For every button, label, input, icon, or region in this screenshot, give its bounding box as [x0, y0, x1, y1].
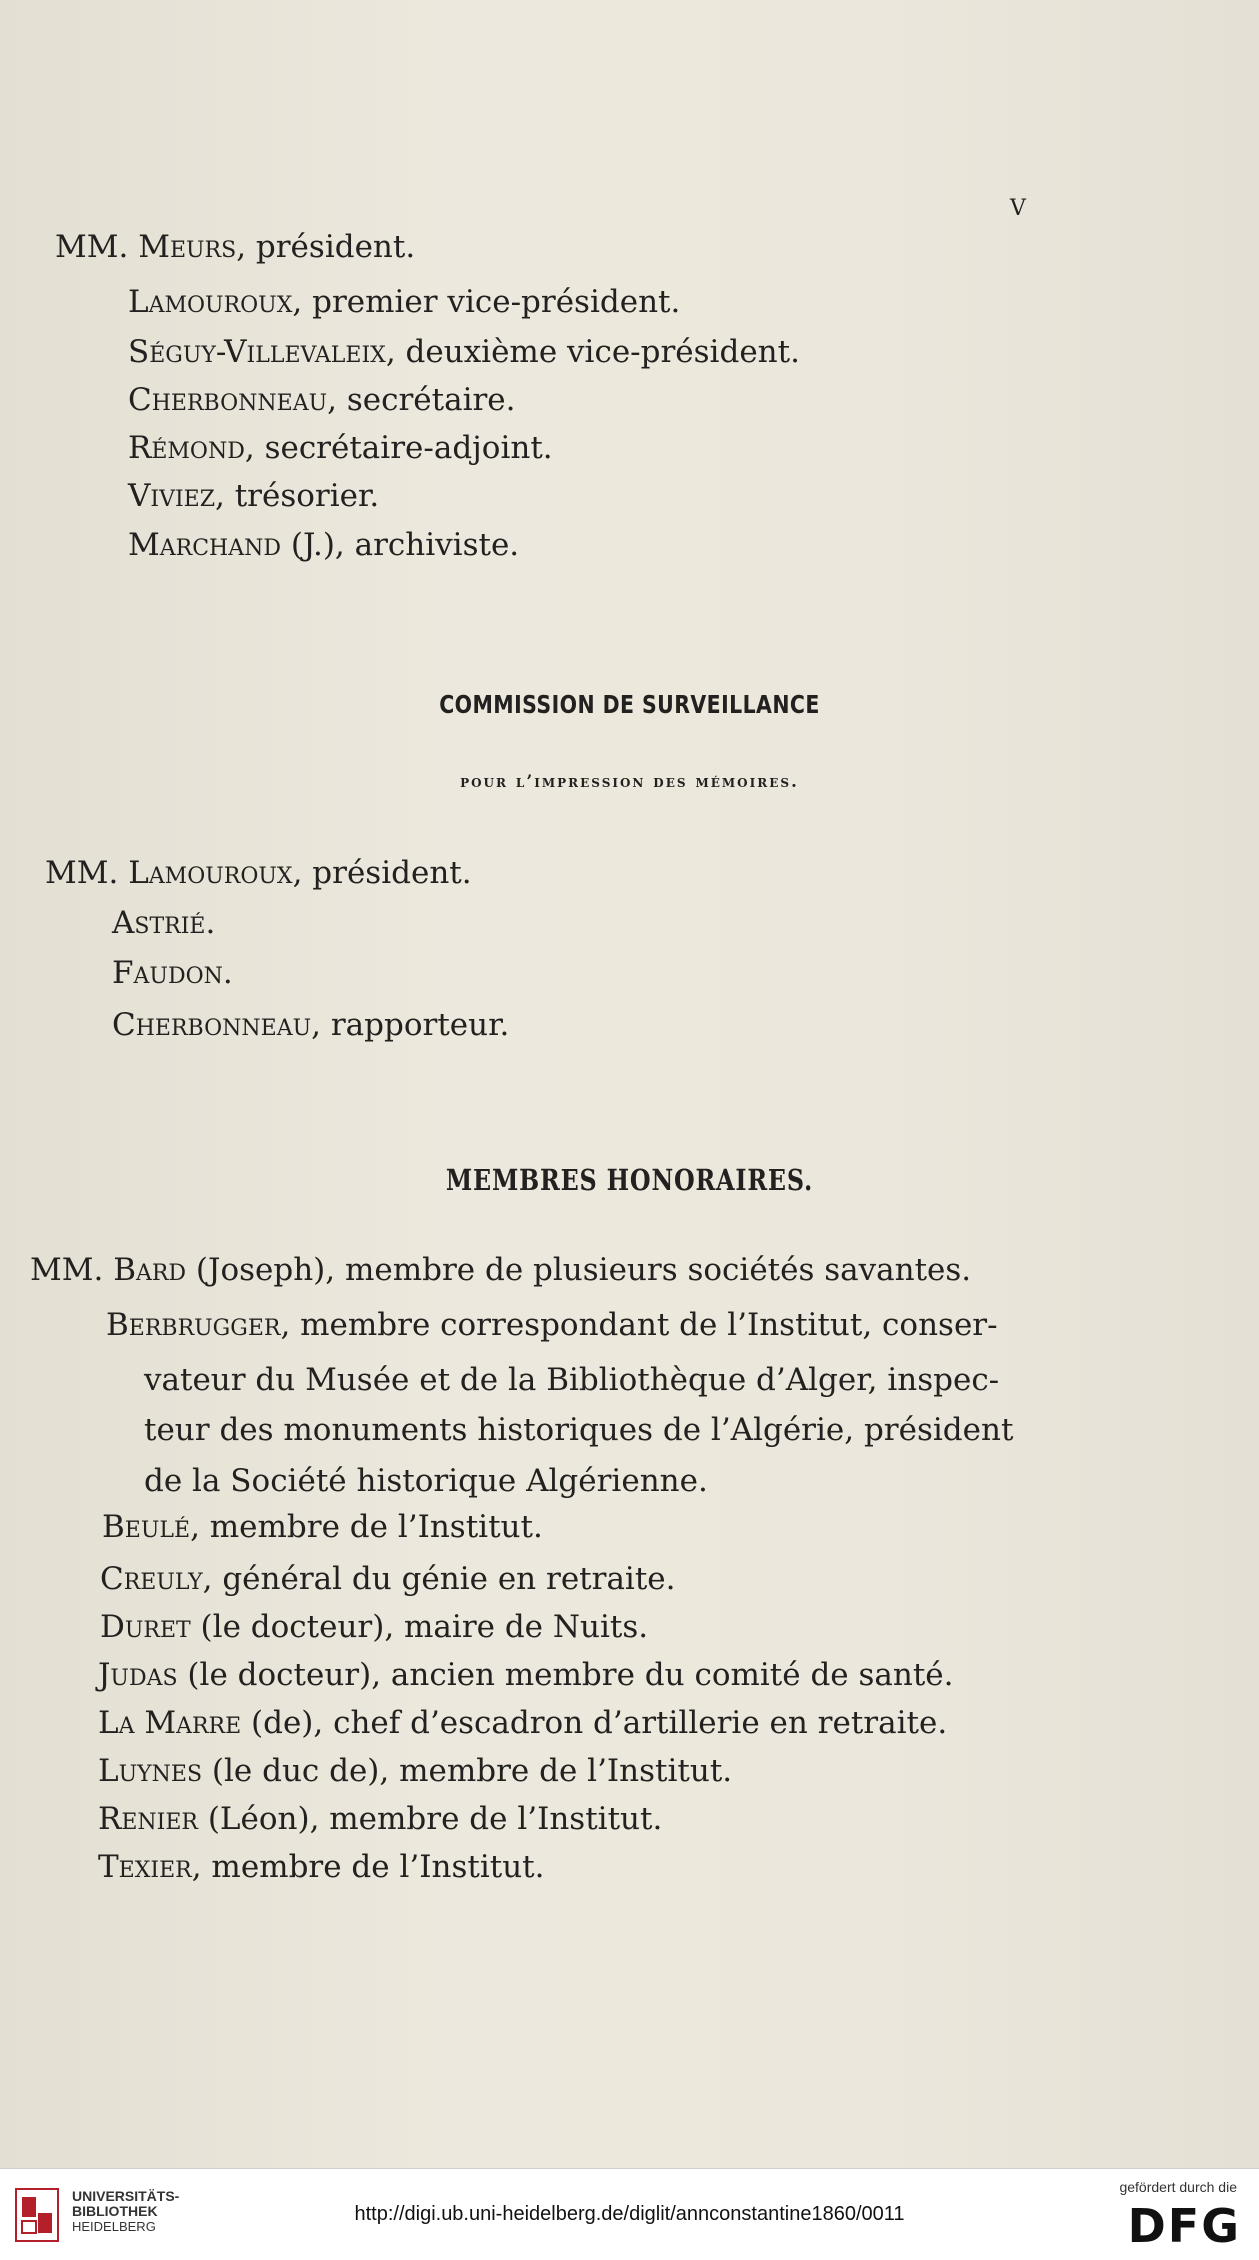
- honorary-line: MM. Bard (Joseph), membre de plusieurs sociétés savantes.: [30, 1252, 972, 1288]
- honorary-line: Berbrugger, membre correspondant de l’Institut, conser-: [106, 1307, 998, 1343]
- officer-line: Lamouroux, premier vice-président.: [128, 284, 681, 320]
- officer-line: Rémond, secrétaire-adjoint.: [128, 430, 553, 466]
- honorary-line: Renier (Léon), membre de l’Institut.: [98, 1801, 663, 1837]
- honorary-line: Beulé, membre de l’Institut.: [102, 1509, 543, 1545]
- honorary-line: teur des monuments historiques de l’Algérie, président: [144, 1412, 1014, 1448]
- officer-line: Viviez, trésorier.: [128, 478, 380, 514]
- commission-line: Faudon.: [112, 955, 233, 991]
- honorary-line: Judas (le docteur), ancien membre du comité de santé.: [98, 1657, 954, 1693]
- officer-line: Marchand (J.), archiviste.: [128, 527, 520, 563]
- honorary-line: La Marre (de), chef d’escadron d’artillerie en retraite.: [98, 1705, 948, 1741]
- honorary-title: MEMBRES HONORAIRES.: [445, 1163, 814, 1197]
- commission-line: MM. Lamouroux, président.: [45, 855, 472, 891]
- viewer-footer: [0, 2168, 1259, 2260]
- funded-by-label: gefördert durch die: [1119, 2179, 1237, 2195]
- commission-title: COMMISSION DE SURVEILLANCE: [439, 690, 820, 719]
- page-number: V: [1010, 196, 1027, 221]
- commission-line: Astrié.: [112, 905, 216, 941]
- honorary-line: Creuly, général du génie en retraite.: [100, 1561, 676, 1597]
- honorary-line: Duret (le docteur), maire de Nuits.: [100, 1609, 649, 1645]
- officer-line: MM. Meurs, président.: [55, 229, 416, 265]
- commission-line: Cherbonneau, rapporteur.: [112, 1007, 510, 1043]
- honorary-line: de la Société historique Algérienne.: [144, 1463, 708, 1499]
- dfg-logo: DFG: [1127, 2199, 1241, 2253]
- honorary-line: vateur du Musée et de la Bibliothèque d’Alger, inspec-: [144, 1362, 1000, 1398]
- commission-subtitle: pour l’impression des mémoires.: [460, 772, 799, 792]
- permalink-url[interactable]: http://digi.ub.uni-heidelberg.de/diglit/annconstantine1860/0011: [354, 2203, 905, 2225]
- honorary-line: Luynes (le duc de), membre de l’Institut.: [98, 1753, 733, 1789]
- officer-line: Séguy-Villevaleix, deuxième vice-président.: [128, 334, 800, 370]
- library-name: UNIVERSITÄTS- BIBLIOTHEK HEIDELBERG: [72, 2188, 180, 2234]
- honorary-line: Texier, membre de l’Institut.: [98, 1849, 545, 1885]
- officer-line: Cherbonneau, secrétaire.: [128, 382, 516, 418]
